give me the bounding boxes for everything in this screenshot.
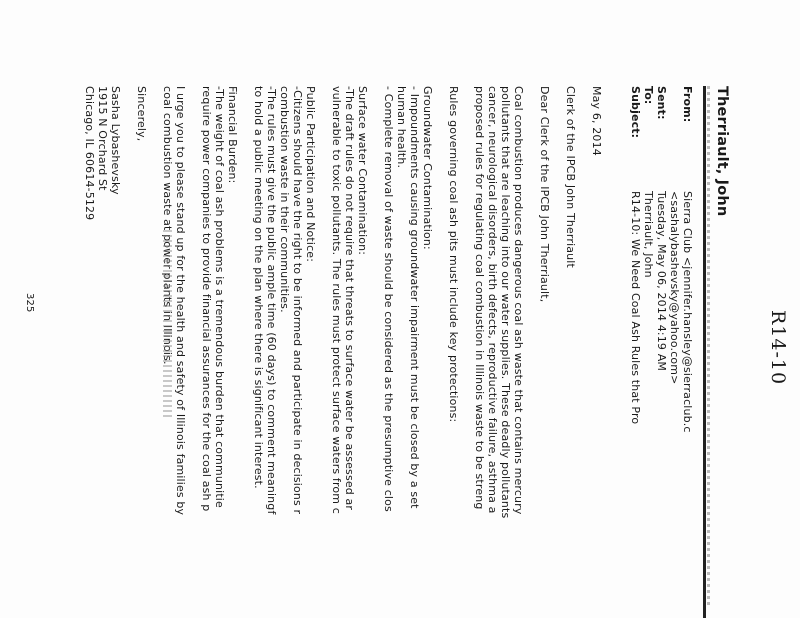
docket-number: R14-10 — [767, 310, 789, 386]
signoff: Sincerely, — [135, 86, 148, 142]
field-label-from: From: — [681, 86, 694, 123]
intro-line: pollutants that are leaching into our water supplies. These deadly pollutants — [499, 86, 512, 519]
section-line: -The weight of coal ash problems is a tremendous burden that communitie — [213, 86, 226, 508]
intro-line: Coal combustion produces dangerous coal ash waste that contains mercury — [512, 86, 525, 515]
header-scan-artifact — [707, 86, 710, 606]
section-heading-public-participation: Public Participation and Notice: — [304, 86, 317, 263]
field-value-from-email: <sashalybashevsky@yahoo.com> — [668, 191, 681, 385]
section-line: - Impoundments causing groundwater impairment must be closed by a set — [408, 86, 421, 509]
page-number: 325 — [24, 293, 35, 313]
signature-name: Sasha Lybashevsky — [109, 86, 122, 195]
intro-line: cancer, neurological disorders, birth defects, reproductive failure, asthma a — [486, 86, 499, 514]
intro-line: proposed rules for regulating coal combustion in Illinois waste to be streng — [473, 86, 486, 510]
header-name: Therriault, John — [714, 86, 730, 217]
section-line: combustion waste in their communities. — [278, 86, 291, 313]
section-line: vulnerable to toxic pollutants. The rules must protect surface waters from c — [330, 86, 343, 514]
header-rule — [703, 86, 706, 618]
section-line: to hold a public meeting on the plan where there is significant interest. — [252, 86, 265, 489]
field-label-to: To: — [642, 86, 655, 105]
signature-city: Chicago, IL 60614-5129 — [83, 86, 96, 221]
field-label-sent: Sent: — [655, 86, 668, 120]
section-heading-surface-water: Surface water Contamination: — [356, 86, 369, 256]
scan-smudge — [163, 230, 172, 420]
section-line: -The draft rules do not require that threats to surface water be assessed ar — [343, 86, 356, 511]
field-value-subject: R14-10: We Need Coal Ash Rules that Pro — [629, 191, 642, 425]
closing-line: coal combustion waste at power plants in Illinois. — [161, 86, 174, 365]
key-protections-line: Rules governing coal ash pits must include key protections: — [447, 86, 460, 423]
letter-date: May 6, 2014 — [590, 86, 603, 156]
section-heading-groundwater: Groundwater Contamination: — [421, 86, 434, 250]
field-value-to: Therriault, John — [642, 191, 655, 278]
letter-addressee: Clerk of the IPCB John Therriault — [564, 86, 577, 268]
field-value-from: Sierra Club <jennifer.hansley@sierraclub.c — [681, 191, 694, 433]
signature-street: 1915 N Orchard St — [96, 86, 109, 191]
section-line: human health. — [395, 86, 408, 169]
section-line: require power companies to provide financial assurances for the coal ash p — [200, 86, 213, 512]
closing-line: I urge you to please stand up for the health and safety of Illinois families by — [174, 86, 187, 516]
letter-salutation: Dear Clerk of the IPCB John Therriault, — [538, 86, 551, 303]
section-line: -The rules must give the public ample time (60 days) to comment meaningf — [265, 86, 278, 515]
section-line: - Complete removal of waste should be considered as the presumptive clos — [382, 86, 395, 512]
section-heading-financial-burden: Financial Burden: — [226, 86, 239, 184]
section-line: -Citizens should have the right to be informed and participate in decisions r — [291, 86, 304, 515]
field-value-sent: Tuesday, May 06, 2014 4:19 AM — [655, 191, 668, 372]
field-label-subject: Subject: — [629, 86, 642, 139]
